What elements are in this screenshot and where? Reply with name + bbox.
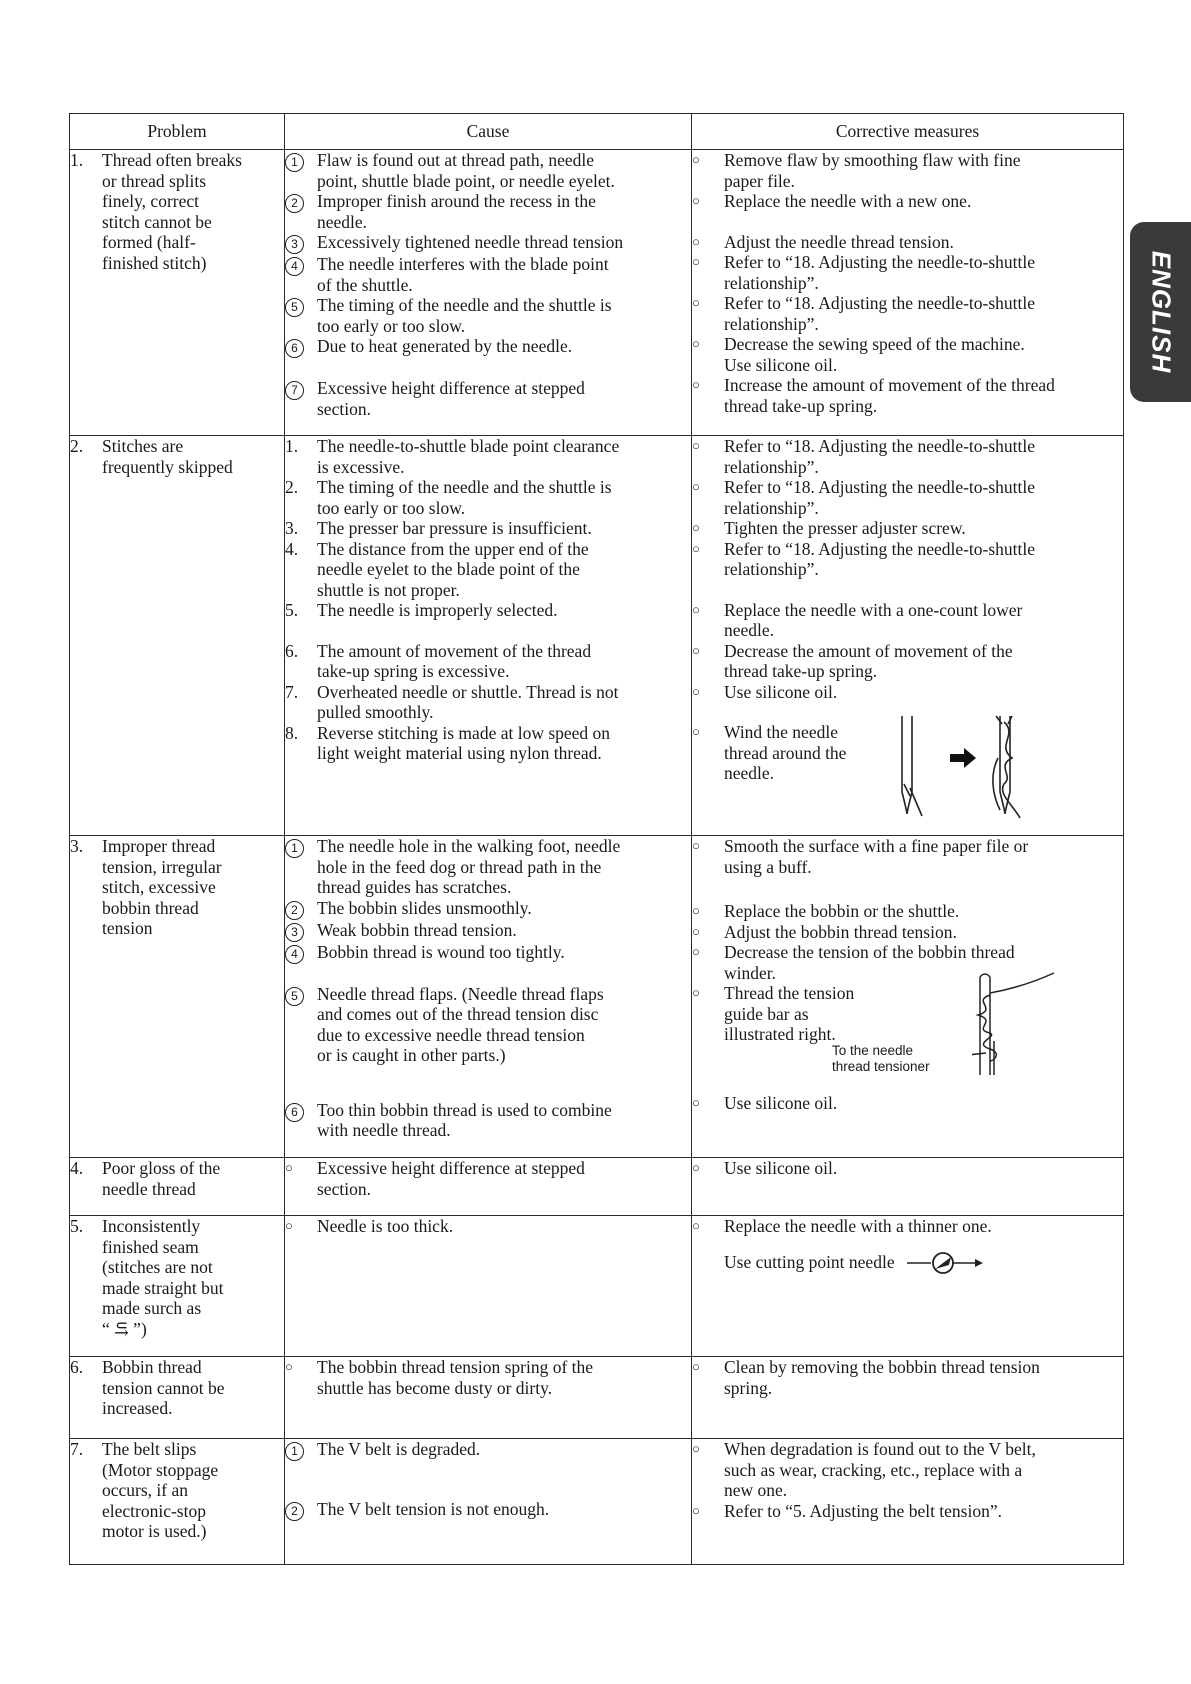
circled-number: 1 bbox=[285, 1442, 304, 1461]
bullet-ring-icon: ○ bbox=[692, 540, 700, 556]
measure-text: Increase the amount of movement of the thread thread take-up spring. bbox=[724, 375, 1055, 416]
cause-cell bbox=[285, 150, 692, 436]
cause-cell bbox=[285, 1216, 692, 1357]
problem-cell bbox=[70, 1357, 285, 1439]
cause-item bbox=[285, 336, 691, 358]
measure-item bbox=[692, 293, 1123, 334]
measures-cell bbox=[692, 1357, 1124, 1439]
cause-text: The timing of the needle and the shuttle is too early or too slow. bbox=[317, 295, 612, 336]
measure-item bbox=[692, 1093, 1123, 1114]
circled-number: 6 bbox=[285, 1103, 304, 1122]
cause-text: Excessive height difference at stepped section. bbox=[317, 378, 585, 419]
cause-cell bbox=[285, 1158, 692, 1216]
measure-text: Refer to “18. Adjusting the needle-to-shuttle relationship”. bbox=[724, 293, 1036, 334]
cause-number: 5. bbox=[285, 600, 299, 620]
cause-text: Due to heat generated by the needle. bbox=[317, 336, 573, 356]
cause-item bbox=[285, 682, 691, 723]
cause-number: 3. bbox=[285, 518, 299, 538]
bullet-ring-icon: ○ bbox=[692, 923, 700, 939]
measure-text: Thread the tension guide bar as illustrated right. bbox=[724, 983, 855, 1044]
circled-number: 6 bbox=[285, 339, 304, 358]
measure-text: Adjust the needle thread tension. bbox=[724, 231, 954, 252]
cause-text: The bobbin thread tension spring of the shuttle has become dusty or dirty. bbox=[317, 1357, 594, 1398]
cause-text: Improper finish around the recess in the needle. bbox=[317, 191, 596, 232]
measure-item bbox=[692, 600, 1123, 641]
problem-text: Stitches are frequently skipped bbox=[102, 436, 233, 477]
measures-cell bbox=[692, 1439, 1124, 1565]
cause-item bbox=[285, 378, 691, 419]
cause-text: The V belt tension is not enough. bbox=[317, 1499, 550, 1519]
problem-cell bbox=[70, 150, 285, 436]
problem-text: Improper thread tension, irregular stitch, excessive bobbin thread tension bbox=[102, 836, 222, 938]
cause-item bbox=[285, 920, 691, 942]
cause-text: Overheated needle or shuttle. Thread is not pulled smoothly. bbox=[317, 681, 619, 722]
problem-number: 7. bbox=[70, 1439, 84, 1459]
cause-text: The V belt is degraded. bbox=[317, 1439, 481, 1459]
cause-item bbox=[285, 1357, 691, 1398]
table-row bbox=[70, 1357, 1124, 1439]
problem-text: Inconsistently finished seam (stitches are not made straight but made surch as “ ⥹ ”) bbox=[102, 1216, 224, 1339]
bullet-ring-icon: ○ bbox=[692, 1359, 700, 1374]
cause-number: 7. bbox=[285, 681, 299, 702]
measure-item bbox=[692, 539, 1123, 580]
cause-item bbox=[285, 191, 691, 232]
cause-text: The presser bar pressure is insufficient. bbox=[317, 518, 592, 538]
measure-text: Refer to “18. Adjusting the needle-to-shuttle relationship”. bbox=[724, 436, 1036, 477]
problem-cell bbox=[70, 1216, 285, 1357]
bullet-ring-icon: ○ bbox=[692, 944, 700, 959]
table-header-row bbox=[70, 114, 1124, 150]
bullet-ring-icon: ○ bbox=[692, 1502, 700, 1518]
measure-text: When degradation is found out to the V belt, such as wear, cracking, etc., replace with a new one. bbox=[724, 1439, 1036, 1500]
measure-text: Refer to “18. Adjusting the needle-to-shuttle relationship”. bbox=[724, 252, 1036, 293]
cause-text: The distance from the upper end of the needle eyelet to the blade point of the shuttle is not proper. bbox=[317, 538, 589, 600]
bullet-ring-icon: ○ bbox=[285, 1359, 293, 1374]
language-tab-label: ENGLISH bbox=[1146, 250, 1176, 374]
circled-number: 3 bbox=[285, 923, 304, 942]
measure-text: Replace the needle with a one-count lower needle. bbox=[724, 599, 1023, 640]
problem-cell bbox=[70, 436, 285, 836]
measure-item bbox=[692, 641, 1123, 682]
problem-text: Thread often breaks or thread splits finely, correct stitch cannot be formed (half- finished stitch) bbox=[102, 150, 242, 273]
cause-text: The bobbin slides unsmoothly. bbox=[317, 897, 532, 918]
cutting-point-needle-note: Use cutting point needle bbox=[724, 1252, 895, 1273]
cause-item bbox=[285, 1439, 691, 1461]
cause-text: Too thin bobbin thread is used to combine with needle thread. bbox=[317, 1099, 612, 1140]
header-corrective-measures: Corrective measures bbox=[692, 114, 1124, 150]
measure-item bbox=[692, 922, 1123, 943]
measure-item bbox=[692, 836, 1123, 877]
measures-cell bbox=[692, 1216, 1124, 1357]
measure-text: Use silicone oil. bbox=[724, 1158, 838, 1178]
measure-text: Use silicone oil. bbox=[724, 1093, 838, 1113]
circled-number: 1 bbox=[285, 153, 304, 172]
measure-text: Refer to “5. Adjusting the belt tension”. bbox=[724, 1500, 1003, 1521]
measure-item bbox=[692, 1439, 1123, 1501]
cause-item bbox=[285, 600, 691, 621]
cause-item bbox=[285, 539, 691, 601]
cause-cell bbox=[285, 1439, 692, 1565]
cause-item bbox=[285, 641, 691, 682]
cause-cell bbox=[285, 1357, 692, 1439]
bullet-ring-icon: ○ bbox=[692, 479, 700, 494]
table-row bbox=[70, 436, 1124, 836]
cause-number: 1. bbox=[285, 436, 299, 456]
cause-number: 6. bbox=[285, 640, 299, 661]
measure-item bbox=[692, 252, 1123, 293]
measures-cell bbox=[692, 836, 1124, 1158]
cause-number: 4. bbox=[285, 538, 299, 559]
bullet-ring-icon: ○ bbox=[692, 193, 700, 208]
measures-cell bbox=[692, 1158, 1124, 1216]
table-row bbox=[70, 150, 1124, 436]
measure-text: Refer to “18. Adjusting the needle-to-shuttle relationship”. bbox=[724, 477, 1036, 518]
figure-label-needle-thread-tensioner: To the needle thread tensioner bbox=[832, 1043, 930, 1074]
table-row bbox=[70, 1158, 1124, 1216]
measure-text: Clean by removing the bobbin thread tension spring. bbox=[724, 1357, 1040, 1398]
bullet-ring-icon: ○ bbox=[285, 1218, 293, 1233]
problem-text: Poor gloss of the needle thread bbox=[102, 1158, 221, 1199]
cause-cell bbox=[285, 836, 692, 1158]
cause-text: Excessively tightened needle thread tension bbox=[317, 232, 624, 252]
cause-item bbox=[285, 295, 691, 336]
circled-number: 5 bbox=[285, 298, 304, 317]
bullet-ring-icon: ○ bbox=[285, 1160, 293, 1175]
cause-item bbox=[285, 232, 691, 254]
bullet-ring-icon: ○ bbox=[692, 1095, 700, 1110]
cause-item bbox=[285, 518, 691, 539]
measure-item bbox=[692, 518, 1123, 539]
measure-item bbox=[692, 1216, 1123, 1237]
cause-text: The needle interferes with the blade point of the shuttle. bbox=[317, 254, 609, 295]
cause-item bbox=[285, 436, 691, 477]
cause-item bbox=[285, 1158, 691, 1199]
circled-number: 4 bbox=[285, 257, 304, 276]
cause-item bbox=[285, 1216, 691, 1237]
cause-text: Needle is too thick. bbox=[317, 1216, 454, 1236]
measure-item bbox=[692, 150, 1123, 191]
measure-text: Wind the needle thread around the needle. bbox=[724, 722, 847, 783]
cause-text: Weak bobbin thread tension. bbox=[317, 919, 517, 940]
problem-cell bbox=[70, 1158, 285, 1216]
arrow-right-icon bbox=[950, 748, 976, 768]
cause-text: The needle-to-shuttle blade point clearance is excessive. bbox=[317, 436, 620, 477]
bullet-ring-icon: ○ bbox=[692, 838, 700, 853]
cause-text: Excessive height difference at stepped section. bbox=[317, 1158, 585, 1199]
cause-item bbox=[285, 254, 691, 295]
measure-item bbox=[692, 1501, 1123, 1522]
measures-cell bbox=[692, 436, 1124, 836]
circled-number: 4 bbox=[285, 945, 304, 964]
measure-text: Decrease the amount of movement of the thread take-up spring. bbox=[724, 640, 1013, 681]
measure-text: Refer to “18. Adjusting the needle-to-shuttle relationship”. bbox=[724, 538, 1036, 579]
bullet-ring-icon: ○ bbox=[692, 377, 700, 392]
measure-text: Replace the needle with a new one. bbox=[724, 191, 972, 211]
bullet-ring-icon: ○ bbox=[692, 903, 700, 918]
measure-item bbox=[692, 1357, 1123, 1398]
cause-item bbox=[285, 984, 691, 1066]
cause-text: Flaw is found out at thread path, needle point, shuttle blade point, or needle eyelet. bbox=[317, 150, 615, 191]
bullet-ring-icon: ○ bbox=[692, 295, 700, 310]
problem-number: 5. bbox=[70, 1216, 84, 1236]
measure-item bbox=[692, 232, 1123, 253]
bullet-ring-icon: ○ bbox=[692, 642, 700, 658]
measure-text: Smooth the surface with a fine paper file or using a buff. bbox=[724, 836, 1029, 877]
measure-text: Remove flaw by smoothing flaw with fine paper file. bbox=[724, 150, 1021, 191]
measure-item bbox=[692, 375, 1123, 416]
bullet-ring-icon: ○ bbox=[692, 1160, 700, 1175]
cause-text: Bobbin thread is wound too tightly. bbox=[317, 941, 565, 962]
problem-number: 2. bbox=[70, 436, 84, 456]
table-row bbox=[70, 836, 1124, 1158]
cause-number: 8. bbox=[285, 722, 299, 743]
bullet-ring-icon: ○ bbox=[692, 254, 700, 269]
tension-guide-bar-illustration bbox=[972, 971, 1092, 1081]
problem-text: Bobbin thread tension cannot be increased. bbox=[102, 1357, 225, 1418]
measure-text: Replace the needle with a thinner one. bbox=[724, 1216, 992, 1236]
problem-number: 6. bbox=[70, 1357, 84, 1377]
bullet-ring-icon: ○ bbox=[692, 152, 700, 167]
measure-item bbox=[692, 1158, 1123, 1179]
problem-number: 4. bbox=[70, 1158, 84, 1178]
table-row bbox=[70, 1216, 1124, 1357]
table-row bbox=[70, 1439, 1124, 1565]
cause-item bbox=[285, 1499, 691, 1521]
circled-number: 7 bbox=[285, 381, 304, 400]
cause-item bbox=[285, 150, 691, 191]
troubleshooting-table bbox=[69, 113, 1124, 1565]
measure-text: Decrease the tension of the bobbin thread winder. bbox=[724, 942, 1015, 983]
measure-item bbox=[692, 477, 1123, 518]
cause-number: 2. bbox=[285, 477, 299, 497]
measure-text: Decrease the sewing speed of the machine. Use silicone oil. bbox=[724, 334, 1025, 375]
circled-number: 2 bbox=[285, 1502, 304, 1521]
cause-text: The amount of movement of the thread take-up spring is excessive. bbox=[317, 640, 592, 681]
header-cause: Cause bbox=[285, 114, 692, 150]
measure-text: Replace the bobbin or the shuttle. bbox=[724, 901, 960, 921]
bullet-ring-icon: ○ bbox=[692, 601, 700, 617]
circled-number: 2 bbox=[285, 194, 304, 213]
cause-text: The timing of the needle and the shuttle is too early or too slow. bbox=[317, 477, 612, 518]
measure-text: Use silicone oil. bbox=[724, 681, 838, 702]
cause-item bbox=[285, 1100, 691, 1141]
measure-item bbox=[692, 436, 1123, 477]
bullet-ring-icon: ○ bbox=[692, 683, 700, 699]
problem-cell bbox=[70, 836, 285, 1158]
problem-number: 3. bbox=[70, 836, 84, 856]
measure-item bbox=[692, 191, 1123, 212]
cause-cell bbox=[285, 436, 692, 836]
cause-text: The needle hole in the walking foot, needle hole in the feed dog or thread path in the thread guides has scratches. bbox=[317, 836, 621, 897]
measures-cell bbox=[692, 150, 1124, 436]
problem-number: 1. bbox=[70, 150, 84, 170]
problem-cell bbox=[70, 1439, 285, 1565]
needle-thread-wind-illustration bbox=[900, 714, 1050, 824]
measure-item bbox=[692, 334, 1123, 375]
cause-text: Needle thread flaps. (Needle thread flaps and comes out of the thread tension disc due to excessive needle thread tension or is caught in other parts.) bbox=[317, 983, 604, 1065]
bullet-ring-icon: ○ bbox=[692, 724, 700, 739]
cause-text: The needle is improperly selected. bbox=[317, 600, 558, 620]
circled-number: 1 bbox=[285, 839, 304, 858]
cause-item bbox=[285, 836, 691, 898]
measure-text: Tighten the presser adjuster screw. bbox=[724, 518, 966, 538]
cause-item bbox=[285, 942, 691, 964]
cause-item bbox=[285, 898, 691, 920]
language-side-tab bbox=[1130, 222, 1191, 402]
measure-item bbox=[692, 682, 1123, 703]
header-problem: Problem bbox=[70, 114, 285, 150]
circled-number: 5 bbox=[285, 987, 304, 1006]
circled-number: 3 bbox=[285, 235, 304, 254]
measure-item bbox=[692, 901, 1123, 922]
cause-text: Reverse stitching is made at low speed on light weight material using nylon thread. bbox=[317, 722, 611, 763]
bullet-ring-icon: ○ bbox=[692, 1441, 700, 1456]
bullet-ring-icon: ○ bbox=[692, 233, 700, 249]
cause-item bbox=[285, 723, 691, 764]
circled-number: 2 bbox=[285, 901, 304, 920]
bullet-ring-icon: ○ bbox=[692, 985, 700, 1000]
cutting-point-needle-icon bbox=[905, 1249, 985, 1277]
bullet-ring-icon: ○ bbox=[692, 520, 700, 535]
bullet-ring-icon: ○ bbox=[692, 438, 700, 453]
bullet-ring-icon: ○ bbox=[692, 1218, 700, 1233]
bullet-ring-icon: ○ bbox=[692, 336, 700, 351]
problem-text: The belt slips (Motor stoppage occurs, if an electronic-stop motor is used.) bbox=[102, 1439, 219, 1541]
cause-item bbox=[285, 477, 691, 518]
measure-text: Adjust the bobbin thread tension. bbox=[724, 921, 957, 942]
